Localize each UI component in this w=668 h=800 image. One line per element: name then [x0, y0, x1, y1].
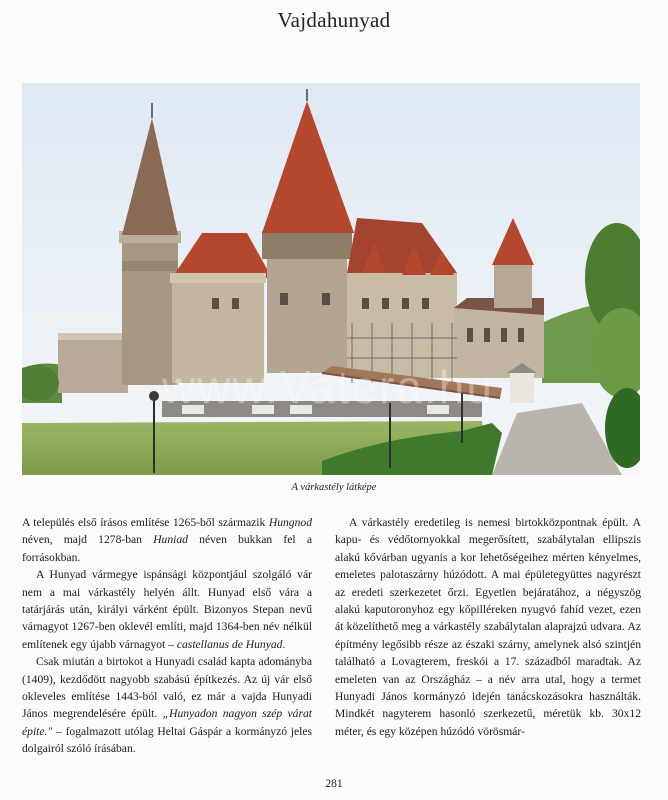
page-number: 281	[325, 778, 343, 790]
page-title: Vajdahunyad	[277, 8, 391, 32]
paragraph-1-text-c: néven bukkan fel a forrásokban.	[22, 533, 312, 564]
paragraph-2	[22, 566, 312, 653]
castle-photo	[22, 83, 640, 475]
left-column	[22, 514, 312, 758]
paragraph-2-text-b: .	[282, 637, 286, 651]
paragraph-3-text-b: – fogalmazott utólag Heltai Gáspár a kormányzó jeles dolgairól szóló írásában.	[22, 724, 312, 756]
place-name-hungnod: Hungnod	[268, 516, 312, 529]
heltai-quote: „Hunyadon nagyon szép várat épite."	[22, 707, 313, 738]
paragraph-1-text-a: A település első írásos említése 1265-ből származik	[22, 516, 269, 529]
paragraph-3	[22, 653, 312, 757]
photo-caption: A várkastély látképe	[291, 482, 377, 493]
latin-term: castellanus de Hunyad	[176, 637, 283, 651]
paragraph-4: A várkastély eredetileg is nemesi birtokközpontnak épült. A kapu- és védőtornyokkal megerősített, szabálytalan ellipszis alakú kővárban ugyanis a kor lehetőségeihez mérten kényelmes, emeletes palotaszárny húzódott. A mai épületegyüttes nagyrészt az eredeti szerkezetet őrzi. Egyetlen bejáratához, a négyszög alakú kaputoronyhoz egy kőpilléreken nyugvó fahíd vezet, ezen át közelíthető meg a várkastély szabálytalan alaprajzú udvara. Az építmény legősibb része az északi szárny, amelynek alsó szintjén található a Lovagterem, freskói a 17. századból maradtak. Az emeleten van az Országház – a név arra utal, hogy a termet Hunyadi János kormányzó idején tanácskozásokra használták. Mindkét nagyterem hasonló szerkezetű, méretük kb. 30x12 méter, és egy középen húzódó vörösmár-	[335, 516, 641, 738]
watermark-text: www.Vatera.hu	[162, 361, 494, 413]
paragraph-2-text-a: A Hunyad vármegye ispánsági központjául szolgáló vár nem a mai várkastély helyén állt. Hunyad első vára a tatárjárás után, királyi várként épült. Bizonyos Stepan nevű várnagyot 1267-ben oklevél említi, majd 1364-ben név nélkül említenek egy újabb várnagyot –	[22, 568, 312, 651]
paragraph-3-text-a: Csak miután a birtokot a Hunyadi család kapta adományba (1409), kezdődött nagyobb szabású építkezés. Az új vár első okleveles említése 1443-ból való, ez már a vajda Hunyadi János megrendelésére épült.	[22, 655, 312, 721]
paragraph-1-text-b: néven, majd 1278-ban	[22, 533, 154, 547]
paragraph-1	[22, 514, 312, 566]
place-name-huniad: Huniad	[153, 533, 188, 547]
right-column	[335, 514, 641, 740]
